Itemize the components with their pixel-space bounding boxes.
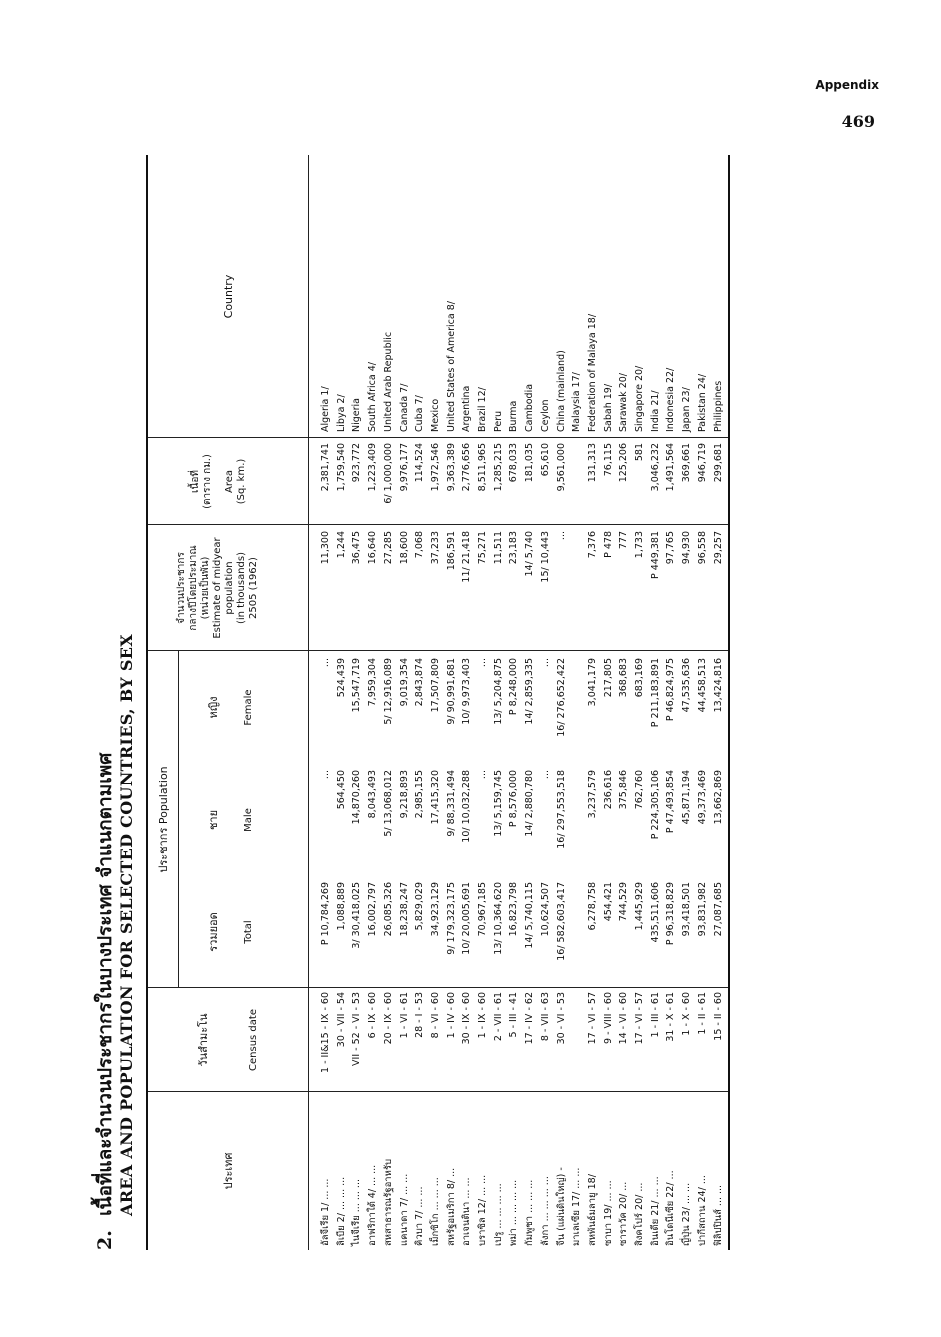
- female-population: 9,019,354: [398, 658, 410, 707]
- area-sq-km: 581: [634, 443, 645, 462]
- male-population: 3,237,579: [586, 770, 598, 819]
- country-english: Libya 2/: [335, 394, 347, 432]
- area-sq-km: 1,972,546: [429, 443, 441, 492]
- country-english: Argentina: [461, 385, 473, 432]
- male-population: 13,662,869: [712, 770, 724, 825]
- table-title-thai: เนื้อที่และจำนวนประชากรในบางประเทศ จำแนกตามเพศ: [94, 752, 116, 1216]
- female-population: 15,547,719: [351, 658, 363, 713]
- col-divider: [148, 987, 728, 988]
- total-population: 34,923,129: [429, 882, 441, 937]
- midyear-estimate: 11/ 21,418: [461, 531, 473, 583]
- midyear-estimate: 1,244: [335, 531, 347, 559]
- country-thai: จีน (แผ่นดินใหญ่) -: [555, 1167, 567, 1246]
- area-sq-km: 1,759,540: [335, 443, 347, 492]
- country-english: China (mainland): [555, 350, 567, 432]
- country-thai: เม็กซิโก ... ... ...: [429, 1177, 441, 1246]
- data-table: [146, 155, 730, 1250]
- country-thai: สหพันธ์มลายู 18/: [586, 1174, 598, 1246]
- female-population: 524,439: [335, 658, 347, 698]
- header-area: [190, 438, 248, 525]
- midyear-estimate: 7,068: [414, 531, 426, 559]
- census-date: 1 - III - 61: [649, 992, 661, 1038]
- female-population: 683,169: [634, 658, 645, 698]
- total-population: 93,831,982: [696, 882, 708, 937]
- area-th-line1: เนื้อที่: [190, 470, 201, 493]
- header-population: ประชากร Population: [157, 766, 170, 873]
- midyear-estimate: 11,300: [320, 531, 331, 565]
- country-english: Indonesia 22/: [665, 367, 677, 432]
- male-population: P 47,493,854: [665, 770, 677, 834]
- header-country-th: ประเทศ: [222, 1152, 235, 1190]
- midyear-estimate: 777: [618, 531, 630, 550]
- census-date: 30 - VII - 54: [335, 992, 347, 1048]
- area-sq-km: 181,035: [524, 443, 536, 483]
- area-sq-km: 114,524: [414, 443, 426, 483]
- header-female-th: หญิง: [207, 696, 220, 719]
- total-population: 744,529: [618, 882, 630, 922]
- country-thai: กัมพูชา ... ... ...: [524, 1179, 536, 1246]
- total-population: P 10,784,269: [320, 882, 331, 946]
- area-sq-km: 131,313: [586, 443, 598, 483]
- country-thai: สิงคโปร์ 20/ ...: [634, 1182, 645, 1246]
- country-thai: ฟิลิปปินส์ ... ...: [712, 1184, 724, 1246]
- country-english: Singapore 20/: [634, 365, 645, 432]
- country-english: Sarawak 20/: [618, 373, 630, 432]
- total-population: 454,421: [602, 882, 614, 922]
- area-sq-km: 9,363,389: [445, 443, 457, 492]
- area-sq-km: 65,610: [539, 443, 551, 477]
- country-english: Mexico: [429, 398, 441, 432]
- country-thai: มาเลเซีย 17/ ... ...: [571, 1167, 583, 1246]
- total-population: 18,238,247: [398, 882, 410, 937]
- area-sq-km: 946,719: [696, 443, 708, 483]
- country-english: Federation of Malaya 18/: [586, 313, 598, 432]
- male-population: ...: [477, 770, 488, 780]
- country-thai: สหสาธารณรัฐอาหรับ: [382, 1158, 394, 1246]
- midyear-estimate: 94,930: [681, 531, 693, 565]
- census-date: 1 - IX - 60: [477, 992, 488, 1039]
- census-date: 8 - VI - 60: [429, 992, 441, 1039]
- header-rule: [308, 155, 309, 1250]
- census-date: 1 - II&15 - IX - 60: [320, 992, 331, 1073]
- header-male-th: ชาย: [207, 809, 220, 831]
- total-population: 70,967,185: [477, 882, 488, 937]
- country-thai: อินโดนีเซีย 22/ ...: [665, 1170, 677, 1246]
- female-population: 5/ 12,916,089: [382, 658, 394, 725]
- table-title-english: AREA AND POPULATION FOR SELECTED COUNTRIES, BY SEX: [117, 634, 136, 1216]
- estimate-en-line2: population: [224, 561, 235, 615]
- midyear-estimate: 97,765: [665, 531, 677, 565]
- estimate-th-line3: (หน่วยเป็นพัน): [200, 556, 211, 620]
- country-english: Algeria 1/: [320, 386, 331, 432]
- country-english: Pakistan 24/: [696, 373, 708, 432]
- male-population: 10/ 10,032,288: [461, 770, 473, 843]
- total-population: 9/ 179,323,175: [445, 882, 457, 955]
- male-population: 9,218,893: [398, 770, 410, 819]
- male-population: 2,985,155: [414, 770, 426, 819]
- census-date: 28 - I - 53: [414, 992, 426, 1038]
- country-english: Nigeria: [351, 398, 363, 432]
- country-english: Cambodia: [524, 383, 536, 432]
- area-th-line2: (ตาราง กม.): [202, 454, 213, 509]
- total-population: 27,087,685: [712, 882, 724, 937]
- midyear-estimate: 16,640: [367, 531, 379, 565]
- area-sq-km: 9,561,000: [555, 443, 567, 492]
- midyear-estimate: 18,600: [398, 531, 410, 565]
- midyear-estimate: P 449,381: [649, 531, 661, 580]
- country-thai: ลิเบีย 2/ ... ... ...: [335, 1176, 347, 1246]
- female-population: 368,683: [618, 658, 630, 698]
- midyear-estimate: 15/ 10,443: [539, 531, 551, 583]
- male-population: 13/ 5,159,745: [492, 770, 504, 837]
- header-female-en: Female: [243, 689, 254, 726]
- female-population: ...: [539, 658, 551, 668]
- female-population: 2,843,874: [414, 658, 426, 707]
- midyear-estimate: 7,376: [586, 531, 598, 559]
- area-en-line1: Area: [224, 470, 235, 494]
- country-thai: พม่า ... ... ... ...: [508, 1179, 520, 1246]
- page-number: 469: [841, 112, 875, 131]
- census-date: 5 - III - 41: [508, 992, 520, 1038]
- country-thai: คิวบา 7/ ... ...: [414, 1186, 426, 1246]
- total-population: 93,418,501: [681, 882, 693, 937]
- country-english: South Africa 4/: [367, 362, 379, 432]
- midyear-estimate: 29,257: [712, 531, 724, 565]
- total-population: 5,829,029: [414, 882, 426, 931]
- area-sq-km: 1,491,564: [665, 443, 677, 492]
- midyear-estimate: 11,511: [492, 531, 504, 565]
- area-sq-km: 299,681: [712, 443, 724, 483]
- total-population: 435,511,606: [649, 882, 661, 943]
- header-census-th: วันสำมะโน: [197, 1013, 210, 1067]
- female-population: ...: [477, 658, 488, 668]
- male-population: P 8,576,000: [508, 770, 520, 828]
- male-population: 45,871,194: [681, 770, 693, 825]
- country-thai: อาเจนตินา ... ...: [461, 1177, 473, 1246]
- midyear-estimate: 36,475: [351, 531, 363, 565]
- country-thai: ลังกา ... ... ... ...: [539, 1176, 551, 1246]
- total-population: 14/ 5,740,115: [524, 882, 536, 949]
- total-population: 1,445,929: [634, 882, 645, 931]
- area-sq-km: 8,511,965: [477, 443, 488, 492]
- country-english: Philippines: [712, 380, 724, 432]
- midyear-estimate: 27,285: [382, 531, 394, 565]
- estimate-en-line1: Estimate of midyear: [212, 537, 223, 639]
- midyear-estimate: 14/ 5,740: [524, 531, 536, 577]
- area-sq-km: 678,033: [508, 443, 520, 483]
- country-english: Canada 7/: [398, 383, 410, 432]
- total-population: 16/ 582,603,417: [555, 882, 567, 961]
- country-english: Japan 23/: [681, 387, 693, 432]
- midyear-estimate: ...: [555, 531, 567, 541]
- female-population: 44,458,513: [696, 658, 708, 713]
- total-population: 16,823,798: [508, 882, 520, 937]
- total-population: P 96,318,829: [665, 882, 677, 946]
- country-english: Peru: [492, 410, 504, 432]
- country-english: Brazil 12/: [477, 387, 488, 432]
- country-english: Ceylon: [539, 399, 551, 432]
- estimate-en-line4: 2505 (1962): [248, 557, 259, 619]
- area-sq-km: 76,115: [602, 443, 614, 477]
- country-thai: ญี่ปุ่น 23/ ... ...: [681, 1182, 693, 1246]
- country-thai: อาฟริกาใต้ 4/ ... ...: [367, 1164, 379, 1246]
- country-thai: เปรู ... ... ... ...: [492, 1183, 504, 1246]
- census-date: 20 - IX - 60: [382, 992, 394, 1045]
- midyear-estimate: 37,233: [429, 531, 441, 565]
- appendix-label: Appendix: [815, 78, 879, 92]
- total-population: 6,278,758: [586, 882, 598, 931]
- midyear-estimate: 75,271: [477, 531, 488, 565]
- header-country-en: Country: [222, 274, 235, 319]
- total-population: 10/ 20,005,691: [461, 882, 473, 955]
- area-sq-km: 6/ 1,000,000: [382, 443, 394, 504]
- female-population: 7,959,304: [367, 658, 379, 707]
- table-number: 2.: [94, 1230, 116, 1250]
- population-rule: [178, 651, 179, 988]
- header-census-en: Census date: [248, 1009, 259, 1071]
- col-divider: [148, 1091, 728, 1092]
- country-thai: บราซิล 12/ ... ...: [477, 1174, 488, 1246]
- header-total-th: รวมยอด: [207, 912, 220, 952]
- country-english: India 21/: [649, 390, 661, 432]
- female-population: 3,041,179: [586, 658, 598, 707]
- total-population: 13/ 10,364,620: [492, 882, 504, 955]
- female-population: P 46,824,975: [665, 658, 677, 722]
- male-population: 8,043,493: [367, 770, 379, 819]
- area-sq-km: 923,772: [351, 443, 363, 483]
- census-date: 31 - X - 61: [665, 992, 677, 1042]
- census-date: 14 - VI - 60: [618, 992, 630, 1045]
- country-english: Cuba 7/: [414, 395, 426, 432]
- estimate-th-line2: กลางปีโดยประมาณ: [188, 545, 199, 631]
- area-sq-km: 1,285,215: [492, 443, 504, 492]
- male-population: 564,450: [335, 770, 347, 810]
- total-population: 3/ 30,418,025: [351, 882, 363, 949]
- census-date: 17 - VI - 57: [586, 992, 598, 1045]
- country-english: United States of America 8/: [445, 301, 457, 432]
- female-population: ...: [320, 658, 331, 668]
- female-population: P 8,248,000: [508, 658, 520, 716]
- female-population: 13/ 5,204,875: [492, 658, 504, 725]
- male-population: 5/ 13,068,012: [382, 770, 394, 837]
- area-sq-km: 125,206: [618, 443, 630, 483]
- total-population: 1,088,889: [335, 882, 347, 931]
- area-sq-km: 369,661: [681, 443, 693, 483]
- male-population: 375,846: [618, 770, 630, 810]
- country-thai: ซาบา 19/ ... ...: [602, 1180, 614, 1246]
- country-english: Malaysia 17/: [571, 372, 583, 432]
- male-population: P 224,305,106: [649, 770, 661, 840]
- census-date: 2 - VII - 61: [492, 992, 504, 1042]
- header-total-en: Total: [243, 920, 254, 944]
- country-thai: ไนจีเรีย ... ... ...: [351, 1179, 363, 1246]
- country-thai: อินเดีย 21/ ... ...: [649, 1176, 661, 1246]
- midyear-estimate: 96,558: [696, 531, 708, 565]
- male-population: 14/ 2,880,780: [524, 770, 536, 837]
- female-population: 10/ 9,973,403: [461, 658, 473, 725]
- midyear-estimate: 1,733: [634, 531, 645, 559]
- census-date: 9 - VIII - 60: [602, 992, 614, 1044]
- header-male-en: Male: [243, 808, 254, 832]
- country-thai: สหรัฐอเมริกา 8/ ...: [445, 1167, 457, 1246]
- male-population: 14,870,260: [351, 770, 363, 825]
- male-population: 49,373,469: [696, 770, 708, 825]
- census-date: 17 - IV - 62: [524, 992, 536, 1045]
- rotated-table-page: [90, 155, 835, 1250]
- census-date: 6 - IX - 60: [367, 992, 379, 1039]
- census-date: 1 - II - 61: [696, 992, 708, 1035]
- estimate-th-line1: จำนวนประชากร: [176, 552, 187, 624]
- estimate-en-line3: (in thousands): [236, 551, 247, 625]
- female-population: 217,805: [602, 658, 614, 698]
- area-sq-km: 2,776,656: [461, 443, 473, 492]
- census-date: 1 - IV - 60: [445, 992, 457, 1039]
- midyear-estimate: 186,591: [445, 531, 457, 571]
- country-english: Burma: [508, 400, 520, 432]
- male-population: 16/ 297,553,518: [555, 770, 567, 849]
- header-estimate: [176, 525, 260, 651]
- area-en-line2: (Sq. km.): [236, 458, 247, 505]
- area-sq-km: 1,223,409: [367, 443, 379, 492]
- female-population: 9/ 90,991,681: [445, 658, 457, 725]
- country-thai: ปากีสถาน 24/ ...: [696, 1175, 708, 1246]
- census-date: 17 - VI - 57: [634, 992, 645, 1045]
- male-population: 236,616: [602, 770, 614, 810]
- census-date: 1 - VI - 61: [398, 992, 410, 1039]
- census-date: 15 - II - 60: [712, 992, 724, 1041]
- midyear-estimate: P 478: [602, 531, 614, 558]
- census-date: 8 - VII - 63: [539, 992, 551, 1042]
- area-sq-km: 2,381,741: [320, 443, 331, 492]
- census-date: 1 - X - 60: [681, 992, 693, 1036]
- area-sq-km: 9,976,177: [398, 443, 410, 492]
- female-population: 17,507,809: [429, 658, 441, 713]
- census-date: 30 - IX - 60: [461, 992, 473, 1045]
- male-population: 9/ 88,331,494: [445, 770, 457, 837]
- male-population: 17,415,320: [429, 770, 441, 825]
- country-english: United Arab Republic: [382, 331, 394, 432]
- female-population: 13,424,816: [712, 658, 724, 713]
- female-population: P 211,183,891: [649, 658, 661, 728]
- male-population: 762,760: [634, 770, 645, 810]
- total-population: 16,002,797: [367, 882, 379, 937]
- total-population: 10,624,507: [539, 882, 551, 937]
- female-population: 14/ 2,859,335: [524, 658, 536, 725]
- female-population: 47,535,636: [681, 658, 693, 713]
- country-thai: อัลจีเรีย 1/ ... ...: [320, 1178, 331, 1246]
- midyear-estimate: 23,183: [508, 531, 520, 565]
- male-population: ...: [539, 770, 551, 780]
- total-population: 26,085,326: [382, 882, 394, 937]
- country-thai: แคนาดา 7/ ... ...: [398, 1173, 410, 1246]
- country-thai: ซาราวัค 20/ ...: [618, 1181, 630, 1246]
- area-sq-km: 3,046,232: [649, 443, 661, 492]
- female-population: 16/ 276,652,422: [555, 658, 567, 737]
- male-population: ...: [320, 770, 331, 780]
- country-english: Sabah 19/: [602, 383, 614, 432]
- census-date: 30 - VI - 53: [555, 992, 567, 1045]
- census-date: VII - 52 - VI - 53: [351, 992, 363, 1066]
